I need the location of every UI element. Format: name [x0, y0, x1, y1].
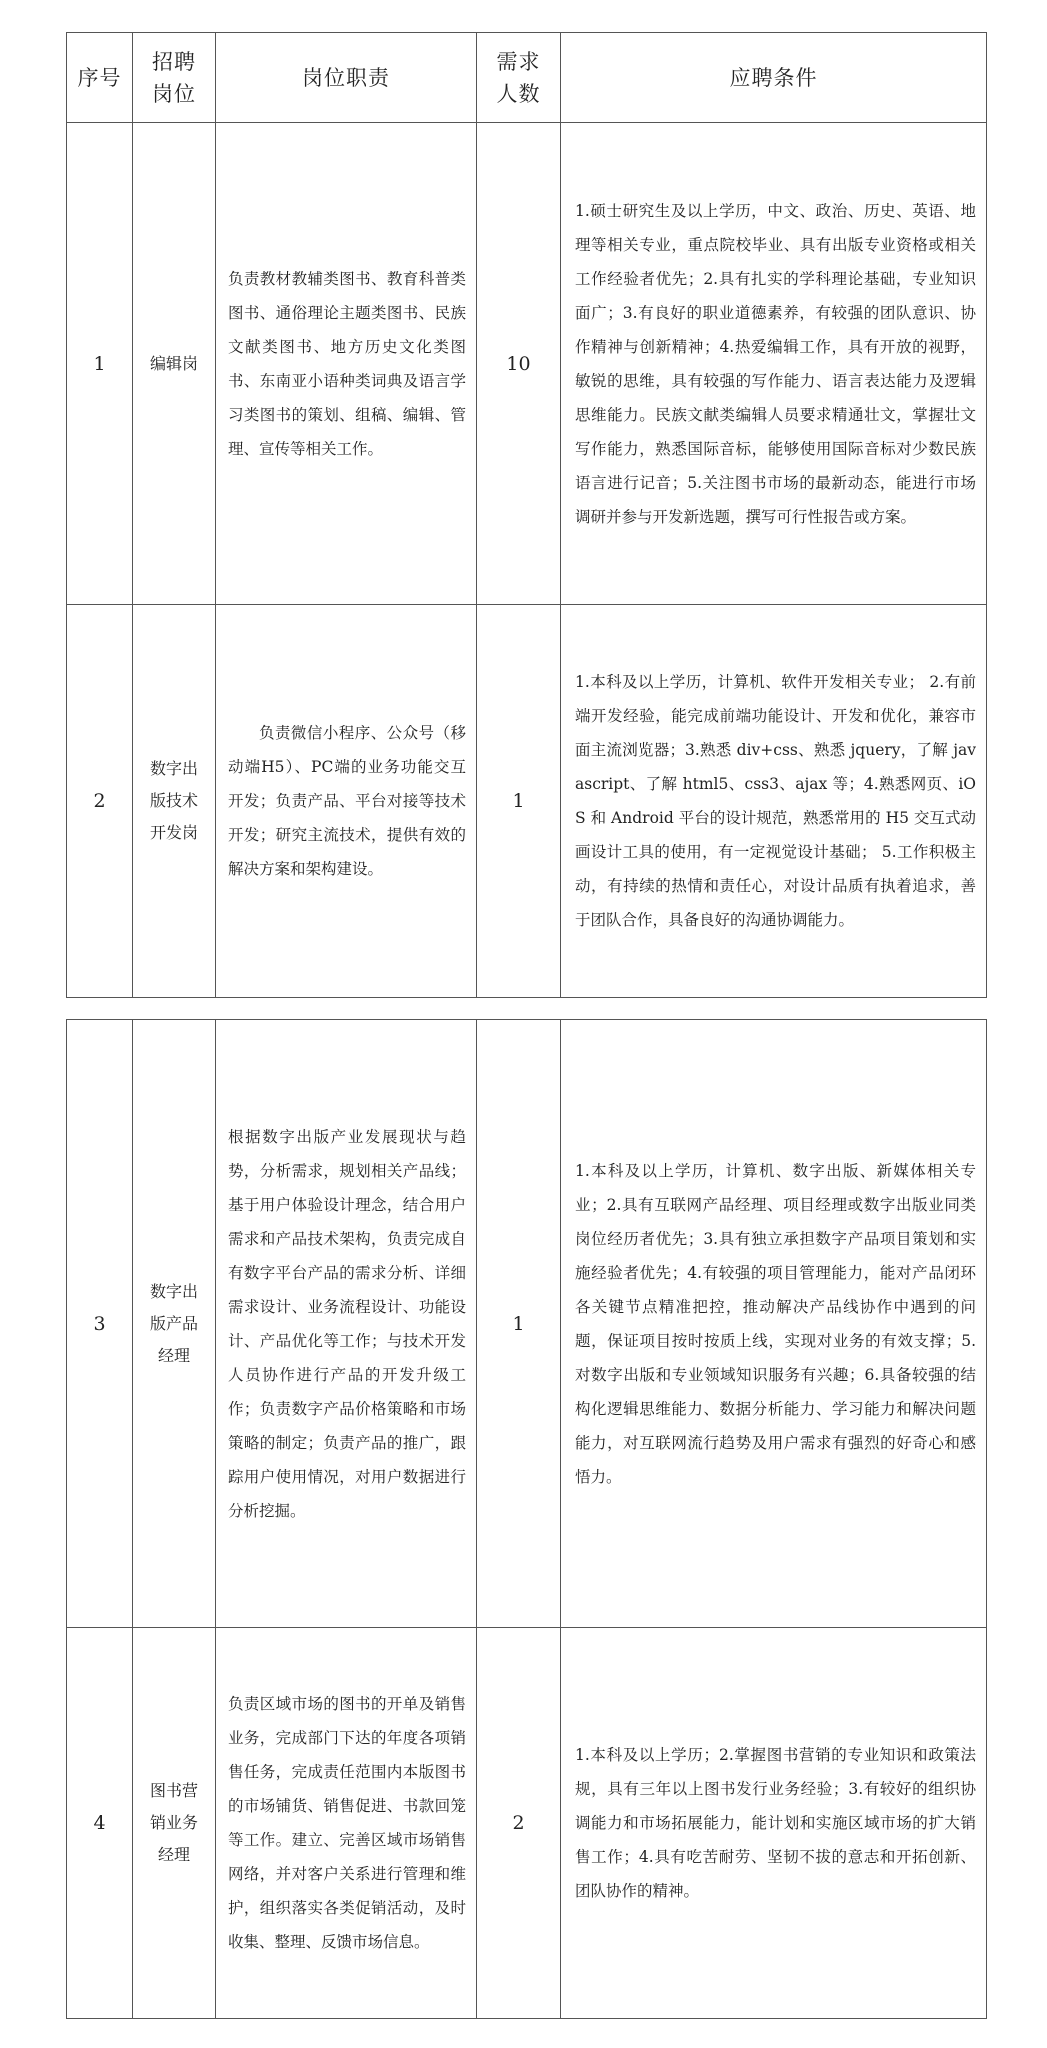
- row-requirements: 1.本科及以上学历，计算机、数字出版、新媒体相关专业；2.具有互联网产品经理、项目经理或数字出版业同类岗位经历者优先；3.具有独立承担数字产品项目策划和实施经验者优先；4.有较强的项目管理能力，能对产品闭环各关键节点精准把控，推动解决产品线协作中遇到的问题，保证项目按时按质上线，实现对业务的有效支撑；5.对数字出版和专业领域知识服务有兴趣；6.具备较强的结构化逻辑思维能力、数据分析能力、学习能力和解决问题能力，对互联网流行趋势及用户需求有强烈的好奇心和感悟力。: [561, 1020, 987, 1628]
- row-requirements: 1.硕士研究生及以上学历，中文、政治、历史、英语、地理等相关专业，重点院校毕业、具有出版专业资格或相关工作经验者优先；2.具有扎实的学科理论基础，专业知识面广；3.有良好的职业道德素养，有较强的团队意识、协作精神与创新精神；4.热爱编辑工作，具有开放的视野，敏锐的思维，具有较强的写作能力、语言表达能力及逻辑思维能力。民族文献类编辑人员要求精通壮文，掌握壮文写作能力，熟悉国际音标，能够使用国际音标对少数民族语言进行记音；5.关注图书市场的最新动态，能进行市场调研并参与开发新选题，撰写可行性报告或方案。: [561, 123, 987, 605]
- row-no: 2: [67, 605, 133, 998]
- row-duties: 负责微信小程序、公众号（移动端H5）、PC端的业务功能交互开发；负责产品、平台对接等技术开发；研究主流技术，提供有效的解决方案和架构建设。: [216, 605, 477, 998]
- row-duties: 根据数字出版产业发展现状与趋势，分析需求，规划相关产品线；基于用户体验设计理念，结合用户需求和产品技术架构，负责完成自有数字平台产品的需求分析、详细需求设计、业务流程设计、功能设计、产品优化等工作；与技术开发人员协作进行产品的开发升级工作；负责数字产品价格策略和市场策略的制定；负责产品的推广，跟踪用户使用情况，对用户数据进行分析挖掘。: [216, 1020, 477, 1628]
- row-count: 10: [477, 123, 561, 605]
- row-position: 数字出版产品经理: [133, 1020, 216, 1628]
- table-row: [67, 123, 987, 605]
- header-no: 序号: [67, 33, 133, 123]
- recruitment-table-part-1: [66, 32, 987, 998]
- table-row: [67, 1628, 987, 2019]
- row-duties: 负责教材教辅类图书、教育科普类图书、通俗理论主题类图书、民族文献类图书、地方历史文化类图书、东南亚小语种类词典及语言学习类图书的策划、组稿、编辑、管理、宣传等相关工作。: [216, 123, 477, 605]
- row-count: 2: [477, 1628, 561, 2019]
- row-position: 数字出版技术开发岗: [133, 605, 216, 998]
- row-count: 1: [477, 605, 561, 998]
- row-position: 编辑岗: [133, 123, 216, 605]
- row-no: 4: [67, 1628, 133, 2019]
- row-duties: 负责区域市场的图书的开单及销售业务，完成部门下达的年度各项销售任务，完成责任范围内本版图书的市场铺货、销售促进、书款回笼等工作。建立、完善区域市场销售网络，并对客户关系进行管理和维护，组织落实各类促销活动，及时收集、整理、反馈市场信息。: [216, 1628, 477, 2019]
- row-count: 1: [477, 1020, 561, 1628]
- header-count: 需求人数: [477, 33, 561, 123]
- table-row: [67, 1020, 987, 1628]
- header-position: 招聘岗位: [133, 33, 216, 123]
- row-no: 1: [67, 123, 133, 605]
- row-requirements: 1.本科及以上学历，计算机、软件开发相关专业； 2.有前端开发经验，能完成前端功能设计、开发和优化，兼容市面主流浏览器；3.熟悉 div+css、熟悉 jquery，了解 javascript、了解 html5、css3、ajax 等；4.熟悉网页、iOS 和 Android 平台的设计规范，熟悉常用的 H5 交互式动画设计工具的使用，有一定视觉设计基础； 5.工作积极主动，有持续的热情和责任心，对设计品质有执着追求，善于团队合作，具备良好的沟通协调能力。: [561, 605, 987, 998]
- row-requirements: 1.本科及以上学历；2.掌握图书营销的专业知识和政策法规，具有三年以上图书发行业务经验；3.有较好的组织协调能力和市场拓展能力，能计划和实施区域市场的扩大销售工作；4.具有吃苦耐劳、坚韧不拔的意志和开拓创新、团队协作的精神。: [561, 1628, 987, 2019]
- row-no: 3: [67, 1020, 133, 1628]
- table-header-row: [67, 33, 987, 123]
- recruitment-table-part-2: [66, 1019, 987, 2019]
- table-row: [67, 605, 987, 998]
- row-position: 图书营销业务经理: [133, 1628, 216, 2019]
- header-duties: 岗位职责: [216, 33, 477, 123]
- header-requirements: 应聘条件: [561, 33, 987, 123]
